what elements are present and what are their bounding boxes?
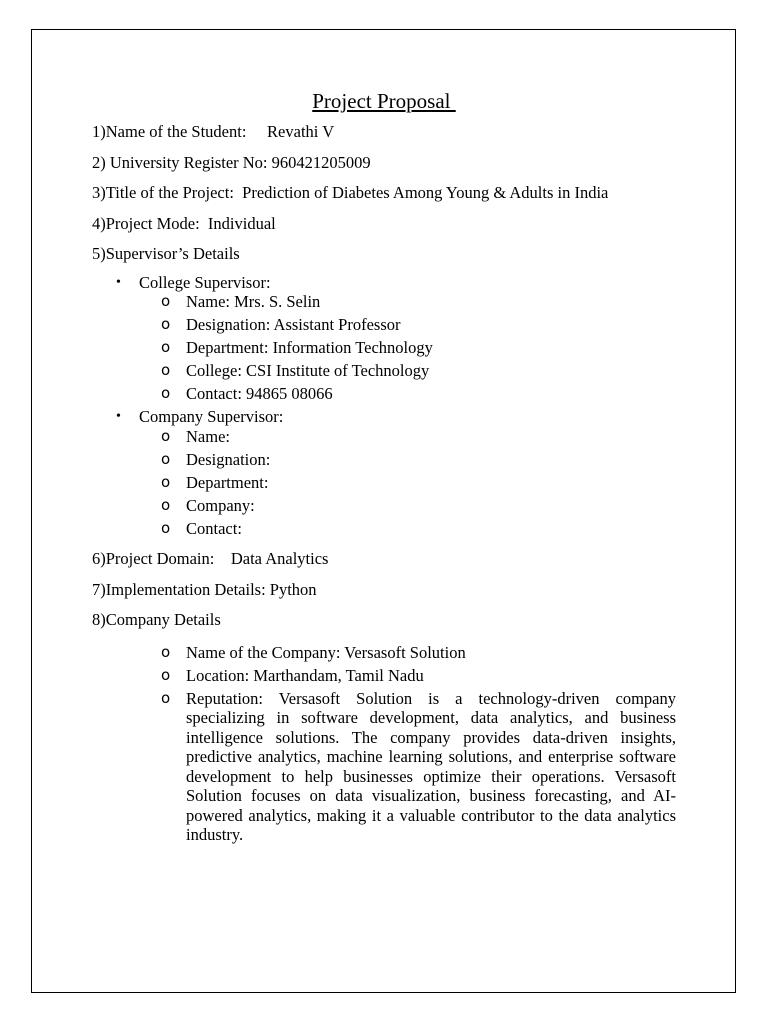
company-supervisor-item — [92, 407, 676, 538]
company-supervisor-detail — [92, 473, 676, 493]
supervisor-list — [92, 273, 676, 539]
detail-text: Department: Information Technology — [186, 338, 433, 357]
detail-text: Location: Marthandam, Tamil Nadu — [186, 665, 424, 685]
reputation-text: Reputation: Versasoft Solution is a technology-driven company specializing in software development, data analytics, and business intelligence solutions. The company provides data-driven insights, predictive analytics, machine learning solutions, and enterprise software development to help businesses optimize their operations. Versasoft Solution focuses on data visualization, business forecasting, and AI-powered analytics, making it a valuable contributor to the data analytics industry. — [186, 688, 676, 844]
register-number-line: 2) University Register No: 960421205009 — [92, 152, 371, 172]
project-mode-line: 4)Project Mode: Individual — [92, 213, 276, 233]
circle-bullet-icon: o — [161, 472, 171, 491]
company-supervisor-label: Company Supervisor: — [139, 407, 284, 426]
detail-text: Name of the Company: Versasoft Solution — [186, 642, 466, 662]
company-supervisor-detail — [92, 496, 676, 516]
company-details-list — [92, 643, 676, 845]
circle-bullet-icon: o — [161, 315, 171, 333]
company-supervisor-detail — [92, 519, 676, 539]
company-detail — [92, 689, 676, 845]
supervisor-details-heading: 5)Supervisor’s Details — [92, 244, 240, 263]
project-title-line: 3)Title of the Project: Prediction of Diabetes Among Young & Adults in India — [92, 183, 609, 202]
company-supervisor-detail — [92, 427, 676, 447]
college-supervisor-detail — [92, 338, 676, 358]
circle-bullet-icon: o — [161, 292, 171, 310]
detail-text: Contact: — [186, 518, 242, 538]
circle-bullet-icon: o — [161, 426, 171, 445]
student-name-line: 1)Name of the Student: Revathi V — [92, 122, 335, 141]
college-supervisor-label: College Supervisor: — [139, 272, 271, 292]
company-supervisor-detail — [92, 450, 676, 470]
circle-bullet-icon: o — [161, 361, 171, 379]
circle-bullet-icon: o — [161, 642, 171, 661]
college-supervisor-details — [139, 292, 676, 404]
college-supervisor-item — [92, 273, 676, 404]
college-supervisor-detail — [92, 384, 676, 404]
bullet-icon: • — [116, 409, 121, 424]
detail-text: Designation: — [186, 449, 271, 469]
detail-text: Name: Mrs. S. Selin — [186, 292, 321, 311]
document-body — [92, 88, 676, 848]
college-supervisor-detail — [92, 315, 676, 335]
circle-bullet-icon: o — [161, 665, 171, 684]
detail-text: Designation: Assistant Professor — [186, 315, 401, 334]
circle-bullet-icon: o — [161, 688, 171, 707]
detail-text: Company: — [186, 495, 255, 515]
college-supervisor-detail — [92, 292, 676, 312]
company-details-heading: 8)Company Details — [92, 610, 221, 629]
detail-text: Department: — [186, 472, 269, 492]
college-supervisor-detail — [92, 361, 676, 381]
circle-bullet-icon: o — [161, 449, 171, 468]
project-domain-line: 6)Project Domain: Data Analytics — [92, 549, 329, 568]
circle-bullet-icon: o — [161, 495, 171, 514]
detail-text: College: CSI Institute of Technology — [186, 361, 430, 380]
document-title: Project Proposal — [312, 89, 456, 113]
company-detail — [92, 643, 676, 663]
circle-bullet-icon: o — [161, 384, 171, 402]
bullet-icon: • — [116, 274, 121, 290]
implementation-line: 7)Implementation Details: Python — [92, 579, 317, 599]
company-detail — [92, 666, 676, 686]
detail-text: Contact: 94865 08066 — [186, 384, 333, 403]
circle-bullet-icon: o — [161, 338, 171, 356]
detail-text: Name: — [186, 426, 230, 446]
circle-bullet-icon: o — [161, 518, 171, 537]
company-supervisor-details — [139, 427, 676, 539]
